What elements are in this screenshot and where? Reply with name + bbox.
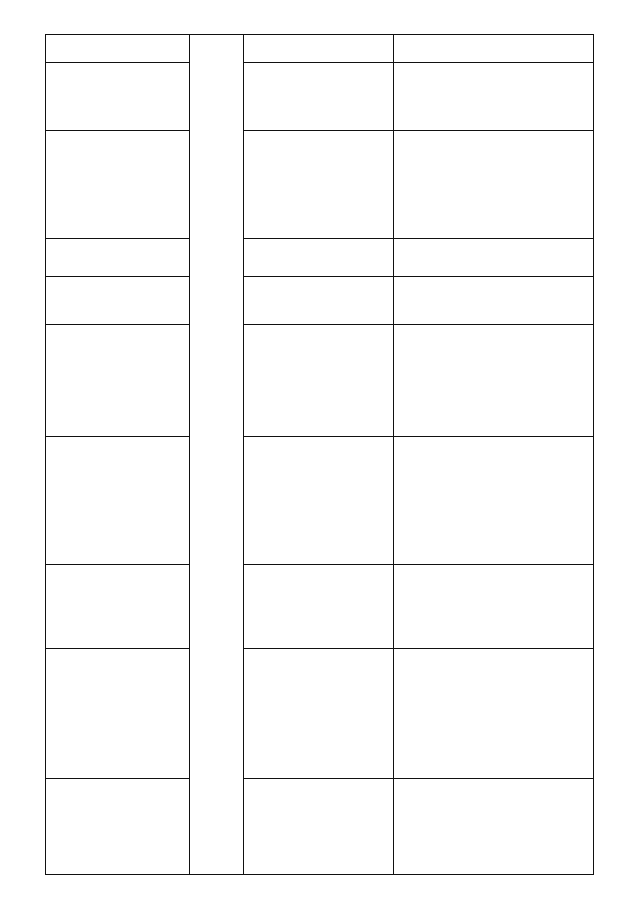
value-1 (394, 437, 594, 565)
unit-code (46, 239, 190, 277)
table-row (394, 35, 594, 875)
item-name (394, 131, 594, 239)
value-3 (394, 779, 594, 875)
unit-name (46, 277, 190, 325)
characteristic-1 (394, 325, 594, 437)
unit-name (244, 277, 394, 325)
rotated-table-content (46, 34, 594, 874)
characteristic-1 (46, 325, 190, 437)
characteristic-1 (244, 325, 394, 437)
characteristic-2 (244, 565, 394, 649)
table-row (46, 35, 190, 875)
item-name (244, 131, 394, 239)
unit-name (394, 277, 594, 325)
characteristic-2 (394, 565, 594, 649)
value-2 (244, 649, 394, 779)
characteristic-2 (46, 565, 190, 649)
section-heading (190, 35, 244, 875)
value-1 (244, 437, 394, 565)
unit-code (394, 239, 594, 277)
row-number (244, 35, 394, 63)
value-1 (46, 437, 190, 565)
value-2 (394, 649, 594, 779)
procurement-table (45, 34, 594, 875)
item-name (46, 131, 190, 239)
value-3 (244, 779, 394, 875)
okpd-code (46, 63, 190, 131)
rotated-table-wrapper (46, 34, 594, 874)
unit-code (244, 239, 394, 277)
value-2 (46, 649, 190, 779)
okpd-code (394, 63, 594, 131)
row-number (394, 35, 594, 63)
value-3 (46, 779, 190, 875)
table-row (244, 35, 394, 875)
row-number (46, 35, 190, 63)
section-heading-row (190, 35, 244, 875)
okpd-code (244, 63, 394, 131)
